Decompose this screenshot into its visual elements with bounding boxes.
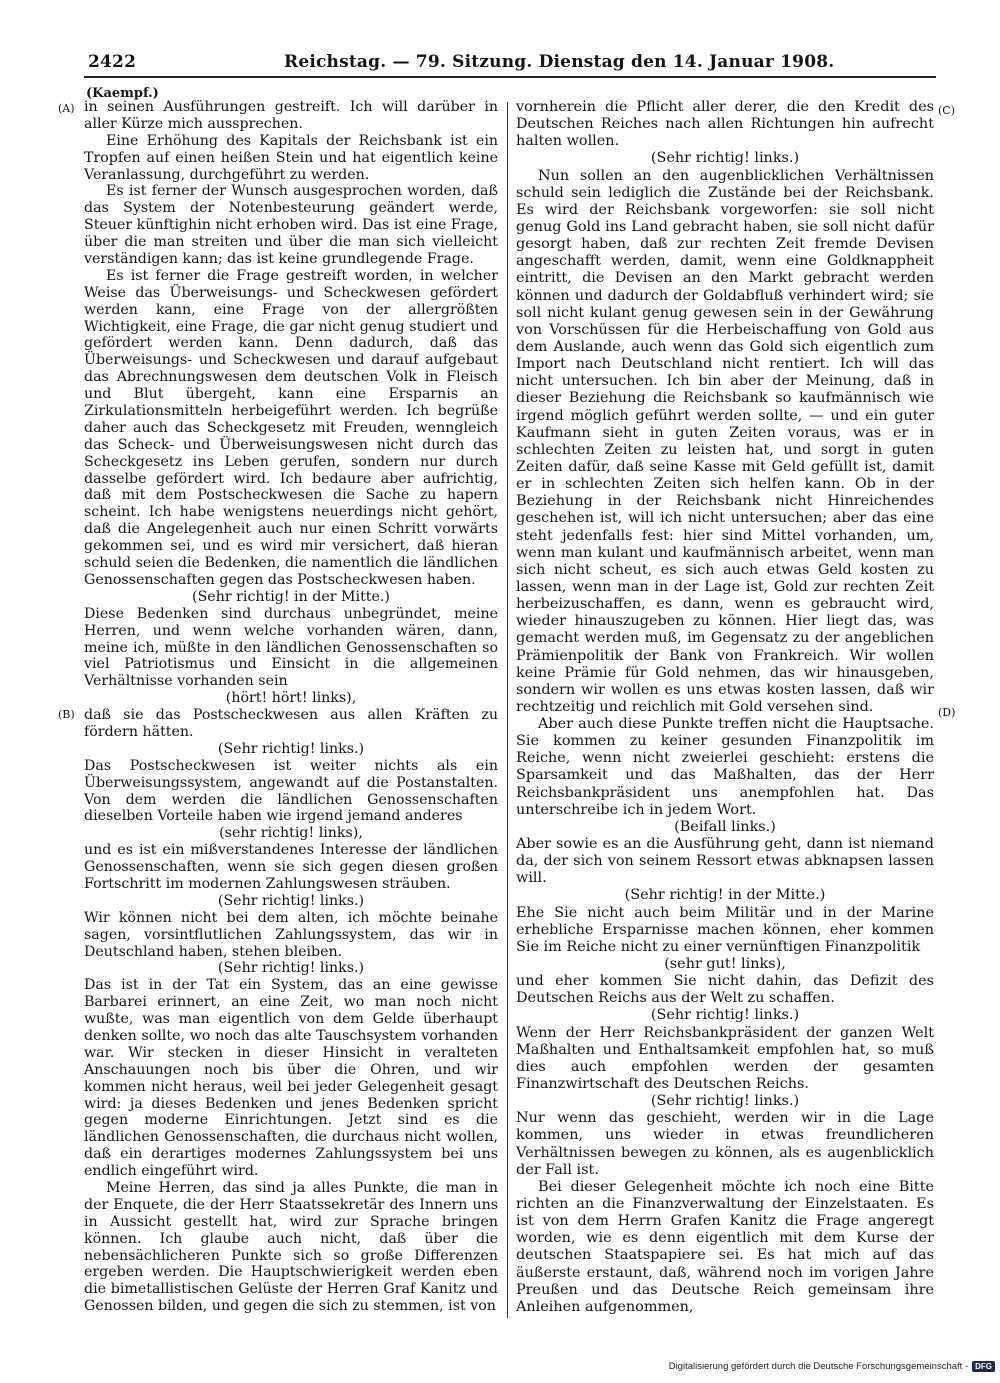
interjection: (sehr gut! links), [664,956,786,973]
interjection: (Sehr richtig! links.) [650,150,800,167]
paragraph: und es ist ein mißverstandenes Interesse der ländlichen Genossenschaften, wenn sie sich gegen diesen großen Fortschritt im modernen Zahlungswesen sträuben. [84,842,498,892]
interjection: (Sehr richtig! links.) [217,960,365,977]
paragraph: Aber auch diese Punkte treffen nicht die Hauptsache. Sie kommen zu keiner gesunden Finanzpolitik im Reiche, wenn nicht zweierlei geschieht: erstens die Sparsamkeit und das Maßhalten, das der Herr Reichsbankpräsident uns anempfohlen hat. Das unterschreibe ich in jedem Wort. [516,716,934,818]
paragraph: Eine Erhöhung des Kapitals der Reichsbank ist ein Tropfen auf einen heißen Stein und hat eigentlich keine Veranlassung, durchgeführt zu werden. [84,132,498,183]
page-number: 2422 [88,52,137,72]
dfg-logo: DFG [972,1361,995,1372]
margin-mark-b: (B) [58,708,75,721]
page-header [84,50,936,78]
speaker-label: (Kaempf.) [86,86,159,101]
paragraph: Meine Herren, das sind ja alles Punkte, die man in der Enquete, die der Herr Staatssekretär des Innern uns in Aussicht gestellt hat, wird zur Sprache bringen können. Ich glaube auch nicht, daß über die nebensächlicheren Punkte sich so große Differenzen ergeben werden. Die Hauptschwierigkeit werden eben die bimetallistischen Gelüste der Herren Graf Kanitz und Genossen bilden, und gegen die sich zu stemmen, ist von [84,1180,498,1315]
paragraph: Das ist in der Tat ein System, das an eine gewisse Barbarei erinnert, an eine Zeit, wo man noch nicht wußte, was man eigentlich von dem Gelde überhaupt denken sollte, wo noch das alte Tauschsystem vorhanden war. Wir stecken in dieser Hinsicht in veralteten Anschauungen noch bis über die Ohren, und wir kommen nicht heraus, weil bei jeder Gelegenheit gesagt wird: ja dieses Bedenken und jenes Bedenken spricht gegen moderne Einrichtungen. Jetzt sind es die ländlichen Genossenschaften, die durchaus nicht wollen, daß ein derartiges modernes Zahlungssystem bei uns endlich eingeführt wird. [84,977,498,1180]
right-text-column [516,99,934,1316]
paragraph: vornherein die Pflicht aller derer, die den Kredit des Deutschen Reiches nach allen Richtungen hin aufrecht halten wollen. [516,99,934,150]
paragraph: Diese Bedenken sind durchaus unbegründet, meine Herren, und wenn welche vorhanden wären, dann, meine ich, müßte in den ländlichen Genossenschaften so viel Patriotismus und Einsicht in die allgemeinen Verhältnisse vorhanden sein [84,605,498,690]
interjection: (Sehr richtig! links.) [650,1007,800,1024]
running-title: Reichstag. — 79. Sitzung. Dienstag den 14. Januar 1908. [284,52,835,72]
interjection: (Sehr richtig! links.) [217,740,365,757]
paragraph: Aber sowie es an die Ausführung geht, dann ist niemand da, der sich von seinem Ressort etwas abknapsen lassen will. [516,836,934,887]
interjection: (Sehr richtig! in der Mitte.) [192,588,390,605]
paragraph: Es ist ferner der Wunsch ausgesprochen worden, daß das System der Notenbesteurung geändert werde, Steuer künftighin nicht erhoben wird. Das ist eine Frage, über die man streiten und über die man sich vielleicht verständigen kann; das ist keine grundlegende Frage. [84,183,498,268]
paragraph: Nun sollen an den augenblicklichen Verhältnissen schuld sein lediglich die Zustände bei der Reichsbank. Es wird der Reichsbank vorgeworfen: sie soll nicht genug Gold ins Land gebracht haben, sie soll nicht dafür gesorgt haben, daß zur rechten Zeit fremde Devisen angeschafft werden, damit, wenn eine Goldknappheit eintritt, die Devisen an den Markt gebracht werden können und dadurch der Goldabfluß verhindert wird; sie soll nicht kulant genug gewesen sein in der Gewährung von Vorschüssen für die Herbeischaffung von Gold aus dem Auslande, auch wenn das Gold sich eigentlich zum Import nach Deutschland nicht rentiert. Ich will das nicht untersuchen. Ich bin aber der Meinung, daß in dieser Beziehung die Reichsbank so kaufmännisch wie irgend möglich geführt werden sollte, — und ein guter Kaufmann sieht in guten Zeiten voraus, was er in schlechten Zeiten zu leisten hat, und sorgt in guten Zeiten dafür, daß seine Kasse mit Geld gefüllt ist, damit er in schlechten Zeiten sich helfen kann. Ob in der Beziehung in der Reichsbank nicht Hinreichendes geschehen ist, will ich nicht untersuchen; aber das eine steht jedenfalls fest: hier sind Mittel vorhanden, um, wenn man kulant und kaufmännisch arbeitet, wenn man sich nicht scheut, es sich auch etwas Geld kosten zu lassen, wenn man in der Lage ist, Gold zur rechten Zeit herbeizuschaffen, es dann, wenn es gebraucht wird, wieder hinauszugeben zu können. Hier liegt das, was gemacht werden muß, im Gegensatz zu der angeblichen Prämienpolitik der Bank von Frankreich. Wir wollen keine Prämie für Gold nehmen, das wir hinausgeben, sondern wir wollen es uns etwas kosten lassen, daß wir rechtzeitig und reichlich mit Gold versehen sind. [516,167,934,715]
left-text-column [84,99,498,1315]
margin-mark-a: (A) [58,102,75,115]
interjection: (Beifall links.) [674,818,776,835]
interjection: (Sehr richtig! in der Mitte.) [624,887,826,904]
credit-text: Digitalisierung gefördert durch die Deutsche Forschungsgemeinschaft - [668,1361,969,1372]
paragraph: Bei dieser Gelegenheit möchte ich noch eine Bitte richten an die Finanzverwaltung der Einzelstaaten. Es ist von dem Herrn Grafen Kanitz die Frage angeregt worden, wie es denn eigentlich mit dem Kurse der deutschen Staatspapiere sei. Es hat mich auf das äußerste erstaunt, daß, während noch im vorigen Jahre Preußen und das Deutsche Reich gemeinsam ihre Anleihen aufgenommen, [516,1178,934,1315]
paragraph: und eher kommen Sie nicht dahin, das Defizit des Deutschen Reichs aus der Welt zu schaffen. [516,973,934,1007]
paragraph: Wenn der Herr Reichsbankpräsident der ganzen Welt Maßhalten und Enthaltsamkeit empfohlen hat, so muß dies auch empfohlen werden der gesamten Finanzwirtschaft des Deutschen Reichs. [516,1024,934,1093]
interjection: (sehr richtig! links), [219,825,363,842]
paragraph: Nur wenn das geschieht, werden wir in die Lage kommen, uns wieder in etwas freundlicheren Verhältnissen bewegen zu können, als es augenblicklich der Fall ist. [516,1110,934,1178]
paragraph: Das Postscheckwesen ist weiter nichts als ein Überweisungssystem, angewandt auf die Postanstalten. Von dem werden die ländlichen Genossenschaften dieselben Vorteile haben wie irgend jemand anderes [84,757,498,825]
paragraph: Es ist ferner die Frage gestreift worden, in welcher Weise das Überweisungs- und Scheckwesen gefördert werden kann, eine Frage von der allergrößten Wichtigkeit, eine Frage, die gar nicht genug studiert und gefördert werden kann. Denn dadurch, daß das Überweisungs- und Scheckwesen und darauf aufgebaut das Abrechnungswesen dem deutschen Volk in Fleisch und Blut übergeht, kann eine Ersparnis an Zirkulationsmitteln herbeigeführt werden. Ich begrüße daher auch das Scheckgesetz mit Freuden, wenngleich das Scheck- und Überweisungswesen nicht durch das Scheckgesetz ins Leben gerufen, sondern nur durch dasselbe gefördert wird. Ich bedaure aber aufrichtig, daß mit dem Postscheckwesen die Sache zu hapern scheint. Ich habe wenigstens neuerdings nicht gehört, daß die Angelegenheit auch nur einen Schritt vorwärts gekommen sei, und es wird mir versichert, daß hieran schuld seien die Bedenken, die namentlich die ländlichen Genossenschaften gegen das Postscheckwesen haben. [84,267,498,588]
margin-mark-c: (C) [938,104,955,117]
margin-mark-d: (D) [938,706,956,719]
paragraph: Wir können nicht bei dem alten, ich möchte beinahe sagen, vorsintflutlichen Zahlungssystem, das wir in Deutschland haben, stehen bleiben. [84,909,498,960]
column-divider [507,102,508,1318]
interjection: (Sehr richtig! links.) [217,892,365,909]
paragraph: daß sie das Postscheckwesen aus allen Kräften zu fördern hätten. [84,707,498,740]
paragraph: Ehe Sie nicht auch beim Militär und in der Marine erhebliche Ersparnisse machen können, eher kommen Sie im Reiche nicht zu einer vernünftigen Finanzpolitik [516,904,934,955]
paragraph: in seinen Ausführungen gestreift. Ich will darüber in aller Kürze mich aussprechen. [84,99,498,132]
interjection: (hört! hört! links), [225,690,357,707]
digitization-credit [600,1361,995,1372]
interjection: (Sehr richtig! links.) [650,1093,800,1110]
